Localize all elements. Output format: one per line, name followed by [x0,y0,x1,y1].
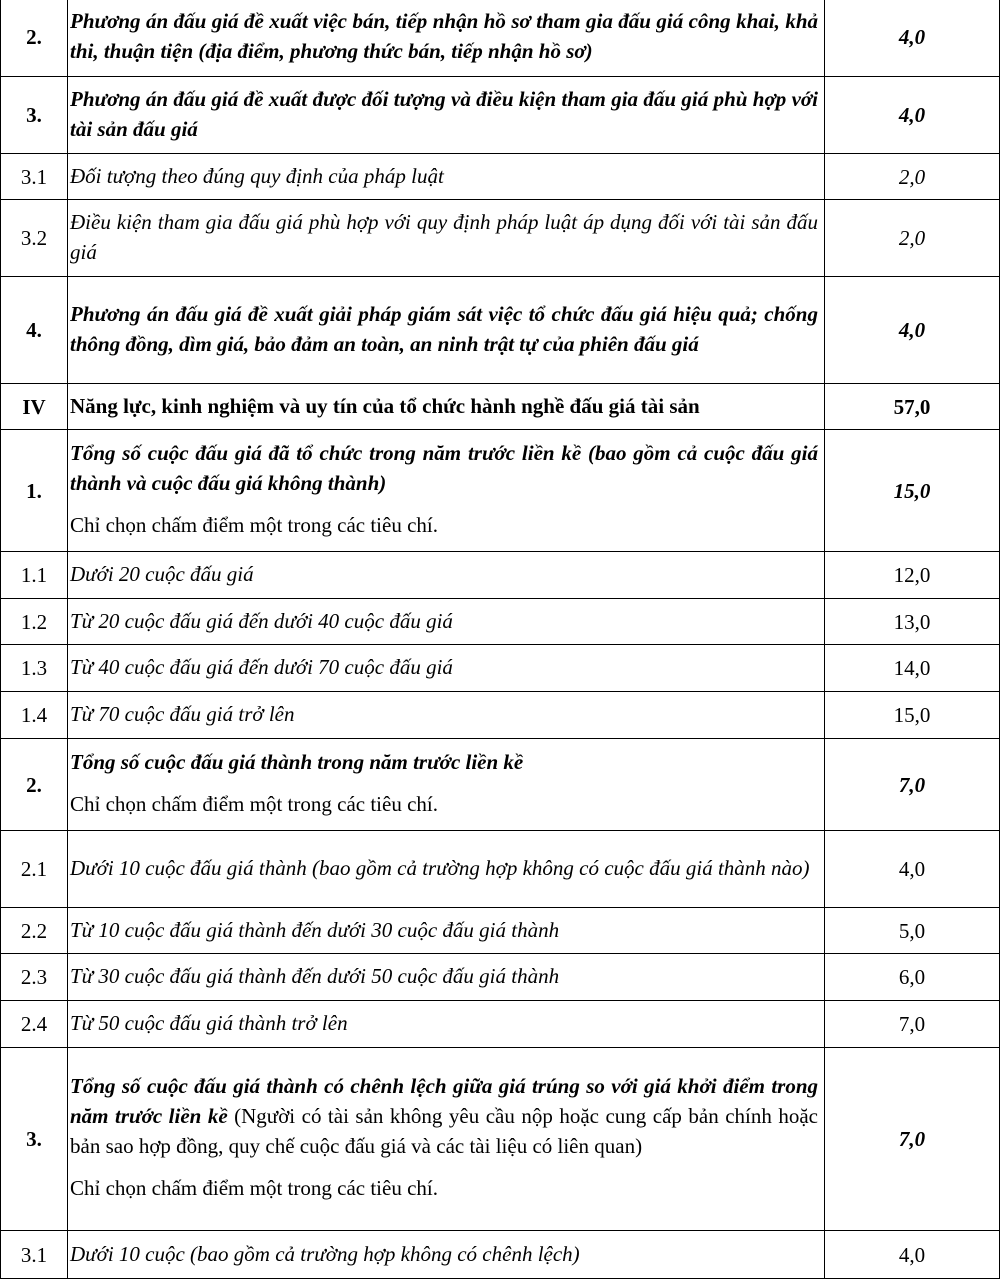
criterion-text: Tổng số cuộc đấu giá thành trong năm trước liền kề [70,749,524,774]
row-number: 2.4 [1,1001,68,1048]
score-value: 4,0 [825,77,1000,154]
row-number: 2. [1,739,68,831]
row-number: 2.2 [1,908,68,954]
criterion-cell [68,1048,825,1231]
table-row [1,954,1000,1001]
table-row [1,1001,1000,1048]
row-number: 3. [1,1048,68,1231]
criterion-text: Từ 10 cuộc đấu giá thành đến dưới 30 cuộc đấu giá thành [68,908,825,954]
score-value: 13,0 [825,599,1000,645]
row-number: 2. [1,0,68,77]
row-number: 3.1 [1,1231,68,1279]
criterion-text: Từ 50 cuộc đấu giá thành trở lên [68,1001,825,1048]
table-row [1,1231,1000,1279]
criterion-text: Phương án đấu giá đề xuất được đối tượng và điều kiện tham gia đấu giá phù hợp với tài sản đấu giá [68,77,825,154]
score-value: 15,0 [825,430,1000,552]
criterion-note: Chỉ chọn chấm điểm một trong các tiêu chí. [70,512,438,537]
score-value: 5,0 [825,908,1000,954]
section-number: IV [1,384,68,430]
table-row [1,908,1000,954]
table-row [1,0,1000,77]
criterion-text: Tổng số cuộc đấu giá đã tổ chức trong năm trước liền kề (bao gồm cả cuộc đấu giá thành và cuộc đấu giá không thành) [70,440,818,495]
criterion-text: Điều kiện tham gia đấu giá phù hợp với quy định pháp luật áp dụng đối với tài sản đấu giá [68,200,825,277]
score-value: 14,0 [825,645,1000,692]
criterion-text: Phương án đấu giá đề xuất việc bán, tiếp nhận hồ sơ tham gia đấu giá công khai, khả thi, thuận tiện (địa điểm, phương thức bán, tiếp nhận hồ sơ) [68,0,825,77]
score-value: 15,0 [825,692,1000,739]
criterion-note: Chỉ chọn chấm điểm một trong các tiêu chí. [70,1176,438,1200]
criterion-text: Từ 40 cuộc đấu giá đến dưới 70 cuộc đấu giá [68,645,825,692]
criterion-text: Phương án đấu giá đề xuất giải pháp giám sát việc tổ chức đấu giá hiệu quả; chống thông đồng, dìm giá, bảo đảm an toàn, an ninh trật tự của phiên đấu giá [68,277,825,384]
row-number: 4. [1,277,68,384]
criterion-text: Dưới 10 cuộc đấu giá thành (bao gồm cả trường hợp không có cuộc đấu giá thành nào) [68,831,825,908]
row-number: 2.1 [1,831,68,908]
criterion-text: Từ 70 cuộc đấu giá trở lên [68,692,825,739]
criterion-cell [68,739,825,831]
row-number: 2.3 [1,954,68,1001]
score-value: 12,0 [825,552,1000,599]
row-number: 1. [1,430,68,552]
table-row [1,599,1000,645]
row-number: 3.1 [1,154,68,200]
criterion-text: Dưới 20 cuộc đấu giá [68,552,825,599]
row-number: 1.2 [1,599,68,645]
table-row [1,77,1000,154]
table-row [1,384,1000,430]
table-row [1,1048,1000,1231]
criterion-cell [68,430,825,552]
score-value: 2,0 [825,154,1000,200]
table-row [1,645,1000,692]
table-row [1,831,1000,908]
table-row [1,552,1000,599]
table-row [1,692,1000,739]
score-value: 4,0 [825,277,1000,384]
score-value: 4,0 [825,1231,1000,1279]
score-value: 7,0 [825,1001,1000,1048]
score-value: 4,0 [825,831,1000,908]
criterion-text: Dưới 10 cuộc (bao gồm cả trường hợp không có chênh lệch) [68,1231,825,1279]
criterion-text: Từ 20 cuộc đấu giá đến dưới 40 cuộc đấu giá [68,599,825,645]
table-row [1,200,1000,277]
row-number: 1.4 [1,692,68,739]
score-value: 7,0 [825,1048,1000,1231]
score-value: 7,0 [825,739,1000,831]
row-number: 3. [1,77,68,154]
row-number: 3.2 [1,200,68,277]
section-title: Năng lực, kinh nghiệm và uy tín của tổ chức hành nghề đấu giá tài sản [68,384,825,430]
table-row [1,154,1000,200]
row-number: 1.1 [1,552,68,599]
criterion-extra-text: (Người có tài sản không yêu cầu nộp hoặc cung cấp bản chính hoặc bản sao hợp đồng, quy chế cuộc đấu giá và các tài liệu có liên quan) [70,1104,818,1158]
criterion-text: Từ 30 cuộc đấu giá thành đến dưới 50 cuộc đấu giá thành [68,954,825,1001]
score-value: 6,0 [825,954,1000,1001]
score-value: 2,0 [825,200,1000,277]
table-row [1,430,1000,552]
criterion-text: Tổng số cuộc đấu giá thành có chênh lệch giữa giá trúng so với giá khởi điểm trong năm trước liền kề [70,1074,818,1128]
row-number: 1.3 [1,645,68,692]
criterion-note: Chỉ chọn chấm điểm một trong các tiêu chí. [70,791,438,816]
criterion-text: Đối tượng theo đúng quy định của pháp luật [68,154,825,200]
table-row [1,739,1000,831]
section-score: 57,0 [825,384,1000,430]
score-value: 4,0 [825,0,1000,77]
table-row [1,277,1000,384]
